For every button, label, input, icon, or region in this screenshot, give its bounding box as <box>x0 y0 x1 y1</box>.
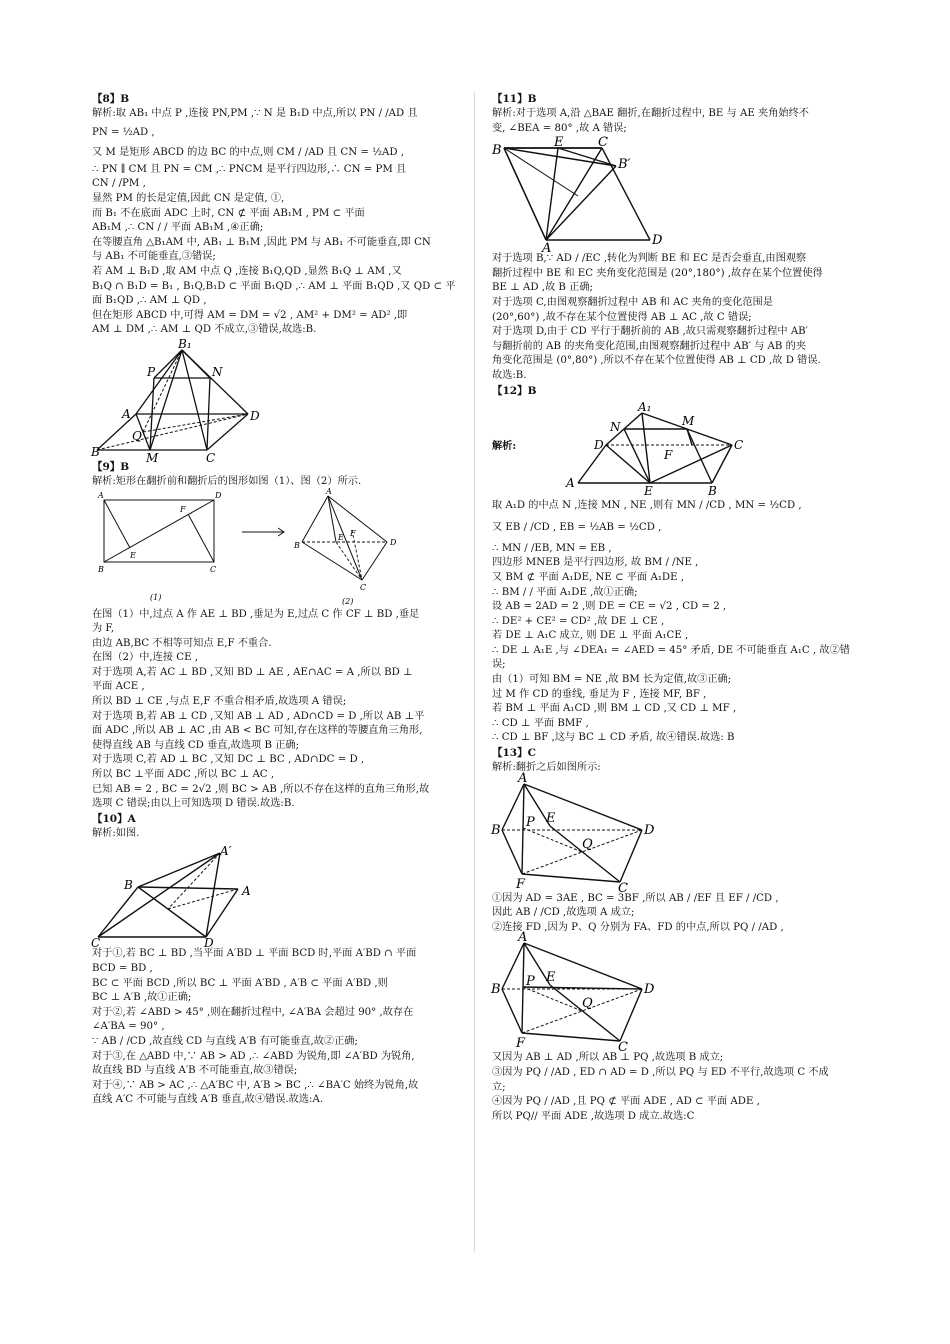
text-line: ∴ PN ∥ CM 且 PN = CM ,∴ PNCM 是平行四边形,∴ CN = PM 且 <box>92 163 407 175</box>
label-n: N <box>212 364 223 379</box>
solution-12-heading: 【12】B <box>492 384 537 397</box>
left-column <box>92 92 470 1108</box>
label-q: Q <box>582 836 593 852</box>
text-line: ④因为 PQ / /AD ,且 PQ ⊄ 平面 ADE , AD ⊂ 平面 ADE , <box>492 1096 760 1108</box>
text-line: 对于①,若 BC ⊥ BD ,当平面 A′BD ⊥ 平面 BCD 时,平面 A′BD ∩ 平面 <box>92 948 417 960</box>
figure-rectangle-a1 <box>532 399 752 498</box>
fig2-label-f: F <box>350 528 356 538</box>
label-n: N <box>610 419 621 434</box>
text-line: ∠A′BA = 90° , <box>92 1021 165 1033</box>
text-line: 与 AB₁ 不可能垂直,③错误; <box>92 251 216 263</box>
label-c: C <box>618 880 628 896</box>
text-line: ①因为 AD = 3AE , BC = 3BF ,所以 AB / /EF 且 EF / /CD , <box>492 892 779 904</box>
text-line: 若 DE ⊥ A₁C 成立, 则 DE ⊥ 平面 A₁CE , <box>492 630 689 642</box>
right-column <box>492 92 872 1124</box>
label-c: C <box>598 135 608 151</box>
text-line: 过 M 作 CD 的垂线, 垂足为 F , 连接 MF, BF , <box>492 688 707 700</box>
solution-13-heading: 【13】C <box>492 747 536 760</box>
text-line: 四边形 MNEB 是平行四边形, 故 BM / /NE , <box>492 557 699 569</box>
fig2-label-e: E <box>338 532 344 542</box>
text-line: ∵ AB / /CD ,故直线 CD 与直线 A′B 有可能垂直,故②正确; <box>92 1035 358 1047</box>
fig1-label-d: D <box>215 490 222 500</box>
text-line: AM ⊥ DM ,∴ AM ⊥ QD 不成立,③错误,故选:B. <box>92 324 317 336</box>
text-line: 选项 C 错误;由以上可知选项 D 错误.故选:B. <box>92 798 295 810</box>
text-line: 直线 A′C 不可能与直线 A′B 垂直,故④错误.故选:A. <box>92 1094 324 1106</box>
text-line: 所以 BC ⊥平面 ADC ,所以 BC ⊥ AC , <box>92 769 275 781</box>
text-line: 若 BM ⊥ 平面 A₁CD ,则 BM ⊥ CD ,又 CD ⊥ MF , <box>492 703 737 715</box>
label-d: D <box>652 233 663 249</box>
text-line: 解析:取 AB₁ 中点 P ,连接 PN,PM ,∵ N 是 B₁D 中点,所以 PN / /AD 且 <box>92 108 418 119</box>
fig1-label-b: B <box>98 564 104 574</box>
text-line: PN = ½AD , <box>92 126 155 138</box>
label-f: F <box>516 876 526 892</box>
label-a: A <box>566 475 575 490</box>
text-line: 对于选项 C,若 AD ⊥ BC ,又知 DC ⊥ BC , AD∩DC = D , <box>92 754 365 766</box>
text-line: 变, ∠BEA = 80° ,故 A 错误; <box>492 122 627 134</box>
text-line: 设 AB = 2AD = 2 ,则 DE = CE = √2 , CD = 2 , <box>492 601 727 613</box>
text-line: 又 EB / /CD , EB = ½AB = ½CD , <box>492 522 662 534</box>
text-line: 对于②,若 ∠ABD > 45° ,则在翻折过程中, ∠A′BA 会超过 90° ,故存在 <box>92 1006 414 1018</box>
label-d: D <box>204 936 214 951</box>
label-p: P <box>526 974 535 990</box>
solution-10 <box>92 812 470 1108</box>
text-line: ③因为 PQ / /AD , ED ∩ AD = D ,所以 PQ 与 ED 不平行,故选项 C 不成 <box>492 1067 829 1078</box>
text-line: 平面 ACE , <box>92 681 145 693</box>
text-line: BCD = BD , <box>92 963 153 974</box>
text-line: 立; <box>492 1081 506 1093</box>
figure-parallelogram-fold <box>91 841 292 951</box>
text-line: 解析:对于选项 A,沿 △BAE 翻折,在翻折过程中, BE 与 AE 夹角始终不 <box>492 108 809 119</box>
text-line: 误; <box>492 659 506 671</box>
label-d: D <box>594 437 604 452</box>
figure-trapezoid-fold <box>492 135 692 257</box>
label-a: A <box>242 884 251 899</box>
solution-11-heading: 【11】B <box>492 93 537 105</box>
label-m: M <box>146 450 159 465</box>
text-line: 面 B₁QD ,∴ AM ⊥ QD , <box>92 295 207 307</box>
text-line: ②连接 FD ,因为 P、Q 分别为 FA、FD 的中点,所以 PQ / /AD , <box>492 921 784 933</box>
label-b: B <box>492 143 502 159</box>
text-line: BC ⊂ 平面 BCD ,所以 BC ⊥ 平面 A′BD , A′B ⊂ 平面 A′BD ,则 <box>92 977 388 989</box>
label-b: B <box>708 483 717 498</box>
fig2-label-d: D <box>390 537 397 547</box>
text-line: 取 A₁D 的中点 N ,连接 MN , NE ,则有 MN / /CD , MN = ½CD , <box>492 499 802 511</box>
label-a: A <box>518 930 528 946</box>
text-line: 所以 BD ⊥ CE ,与点 E,F 不重合相矛盾,故选项 A 错误; <box>92 696 347 708</box>
text-line: 所以 PQ// 平面 ADE ,故选项 D 成立.故选:C <box>492 1110 695 1122</box>
solution-8 <box>91 92 470 465</box>
text-line: 对于④,∵ AB > AC ,∴ △A′BC 中, A′B > BC ,∴ ∠BA′C 始终为锐角,故 <box>92 1079 419 1091</box>
text-line: 解析:矩形在翻折前和翻折后的图形如图（1）、图（2）所示. <box>92 475 362 487</box>
text-line: BE ⊥ AD ,故 B 正确; <box>492 282 593 294</box>
label-e: E <box>644 483 653 498</box>
label-p: P <box>147 364 156 379</box>
label-q: Q <box>132 428 142 443</box>
text-line: CN / /PM , <box>92 178 146 190</box>
label-f: F <box>516 1036 526 1052</box>
label-b: B <box>91 444 100 459</box>
solution-13 <box>492 746 872 1124</box>
text-line: 使得直线 AB 与直线 CD 垂直,故选项 B 正确; <box>92 739 300 751</box>
fig2-label-c: C <box>360 582 367 592</box>
text-line: 故直线 BD 与直线 A′B 不可能垂直,故③错误; <box>92 1065 298 1077</box>
text-line: 对于选项 B,若 AB ⊥ CD ,又知 AB ⊥ AD , AD∩CD = D ,所以 AB ⊥平 <box>92 710 425 722</box>
text-line: 在等腰直角 △B₁AM 中, AB₁ ⊥ B₁M ,因此 PM 与 AB₁ 不可能垂直,即 CN <box>92 236 431 248</box>
text-line: 由边 AB,BC 不相等可知点 E,F 不重合. <box>92 637 272 649</box>
text-line: 若 AM ⊥ B₁D ,取 AM 中点 Q ,连接 B₁Q,QD ,显然 B₁Q ⊥ AM ,又 <box>92 265 402 277</box>
label-c: C <box>618 1040 628 1056</box>
text-line: 解析:翻折之后如图所示: <box>492 762 601 774</box>
fig1-caption: (1) <box>150 592 162 602</box>
text-line: 又 BM ⊄ 平面 A₁DE, NE ⊂ 平面 A₁DE , <box>492 571 684 583</box>
label-a: A <box>518 770 528 786</box>
text-line: 角变化范围是 (0°,80°) ,所以不存在某个位置使得 AB ⊥ CD ,故 D 错误. <box>492 355 821 367</box>
label-d: D <box>644 822 655 838</box>
fig1-label-e: E <box>130 550 136 560</box>
label-e: E <box>554 135 564 151</box>
label-e: E <box>546 970 556 986</box>
label-q: Q <box>582 996 593 1012</box>
text-line: 但在矩形 ABCD 中,可得 AM = DM = √2 , AM² + DM² = AD² ,即 <box>92 309 408 321</box>
analysis-label: 解析: <box>492 440 517 453</box>
label-c: C <box>91 936 101 951</box>
label-b-prime: B′ <box>618 157 631 173</box>
text-line: 对于③,在 △ABD 中,∵ AB > AD ,∴ ∠ABD 为锐角,即 ∠A′BD 为锐角, <box>92 1050 415 1062</box>
column-divider <box>474 92 475 1252</box>
text-line: ∴ CD ⊥ BF ,这与 BC ⊥ CD 矛盾, 故④错误.故选: B <box>492 732 735 744</box>
label-a: A <box>542 241 552 257</box>
label-a-prime: A′ <box>220 844 232 859</box>
label-b1: B₁ <box>178 336 192 351</box>
text-line: 翻折过程中 BE 和 EC 夹角变化范围是 (20°,180°) ,故存在某个位置使得 <box>492 267 823 279</box>
text-line: 面 ADC ,所以 AB ⊥ AC ,由 AB < BC 可知,存在这样的等腰直角三角形, <box>92 725 423 737</box>
fig2-caption: (2) <box>342 596 354 606</box>
text-line: 已知 AB = 2 , BC = 2√2 ,则 BC > AB ,所以不存在这样的直角三角形,故 <box>92 783 430 795</box>
text-line: 故选:B. <box>492 369 527 381</box>
figure-fold-pq-1 <box>491 770 672 896</box>
label-b: B <box>491 982 501 998</box>
fig2-label-a: A <box>326 486 332 496</box>
figure-pyramid-b1 <box>91 336 272 465</box>
label-d: D <box>250 408 260 423</box>
text-line: ∴ CD ⊥ 平面 BMF , <box>492 717 589 729</box>
label-p: P <box>526 814 535 830</box>
text-line: 与翻折前的 AB 的夹角变化范围,由图观察翻折过程中 AB′ 与 AB 的夹 <box>492 340 807 352</box>
text-line: ∴ DE ⊥ A₁E ,与 ∠DEA₁ = ∠AED = 45° 矛盾, DE 不可能垂直 A₁C , 故②错 <box>492 644 850 656</box>
label-a1: A₁ <box>638 399 652 414</box>
text-line: 对于选项 C,由图观察翻折过程中 AB 和 AC 夹角的变化范围是 <box>492 296 773 308</box>
text-line: ∴ MN / /EB, MN = EB , <box>492 542 612 554</box>
label-f: F <box>664 447 673 462</box>
solution-9 <box>92 460 470 812</box>
label-b: B <box>124 878 133 893</box>
text-line: 显然 PM 的长是定值,因此 CN 是定值, ①, <box>92 192 285 204</box>
label-c: C <box>206 450 216 465</box>
label-d: D <box>644 982 655 998</box>
q12-figure-row <box>492 399 872 498</box>
label-c: C <box>734 437 744 452</box>
text-line: B₁Q ∩ B₁D = B₁ , B₁Q,B₁D ⊂ 平面 B₁QD ,∴ AM ⊥ 平面 B₁QD ,又 QD ⊂ 平 <box>92 280 456 292</box>
text-line: ∴ DE² + CE² = CD² ,故 DE ⊥ CE , <box>492 615 665 627</box>
text-line: BC ⊥ A′B ,故①正确; <box>92 992 192 1004</box>
text-line: 为 F, <box>92 623 115 635</box>
text-line: 对于选项 A,若 AC ⊥ BD ,又知 BD ⊥ AE , AE∩AC = A ,所以 BD ⊥ <box>92 666 413 678</box>
text-line: 因此 AB / /CD ,故选项 A 成立; <box>492 907 635 919</box>
label-m: M <box>682 413 695 428</box>
text-line: ∴ BM / / 平面 A₁DE ,故①正确; <box>492 586 638 598</box>
label-b: B <box>491 822 501 838</box>
fig1-label-c: C <box>210 564 217 574</box>
text-line: 又 M 是矩形 ABCD 的边 BC 的中点,则 CM / /AD 且 CN = ½AD , <box>92 147 405 159</box>
solution-11 <box>492 92 872 384</box>
fig1-label-a: A <box>98 490 104 500</box>
figure-rectangle-fold <box>92 486 412 608</box>
text-line: 而 B₁ 不在底面 ADC 上时, CN ⊄ 平面 AB₁M , PM ⊂ 平面 <box>92 207 365 219</box>
text-line: 对于选项 B,∵ AD / /EC ,转化为判断 BE 和 EC 是否会垂直,由图观察 <box>492 253 807 265</box>
text-line: 解析:如图. <box>92 827 140 839</box>
text-line: 又因为 AB ⊥ AD ,所以 AB ⊥ PQ ,故选项 B 成立; <box>492 1052 724 1064</box>
fig1-label-f: F <box>180 504 186 514</box>
solution-9-heading: 【9】B <box>92 460 130 473</box>
text-line: (20°,60°) ,故不存在某个位置使得 AB ⊥ AC ,故 C 错误; <box>492 311 752 323</box>
text-line: 由（1）可知 BM = NE ,故 BM 长为定值,故③正确; <box>492 674 732 686</box>
solution-8-heading: 【8】B <box>92 93 130 105</box>
label-e: E <box>546 810 556 826</box>
figure-fold-pq-2 <box>491 930 672 1056</box>
text-line: 对于选项 D,由于 CD 平行于翻折前的 AB ,故只需观察翻折过程中 AB′ <box>492 326 808 338</box>
text-line: 在图（2）中,连接 CE , <box>92 652 198 664</box>
label-a: A <box>122 406 131 421</box>
fig2-label-b: B <box>294 540 300 550</box>
solution-10-heading: 【10】A <box>92 812 136 825</box>
solution-12 <box>492 384 872 747</box>
text-line: AB₁M ,∴ CN / / 平面 AB₁M ,④正确; <box>92 222 264 234</box>
text-line: 在图（1）中,过点 A 作 AE ⊥ BD ,垂足为 E,过点 C 作 CF ⊥ BD ,垂足 <box>92 608 420 620</box>
